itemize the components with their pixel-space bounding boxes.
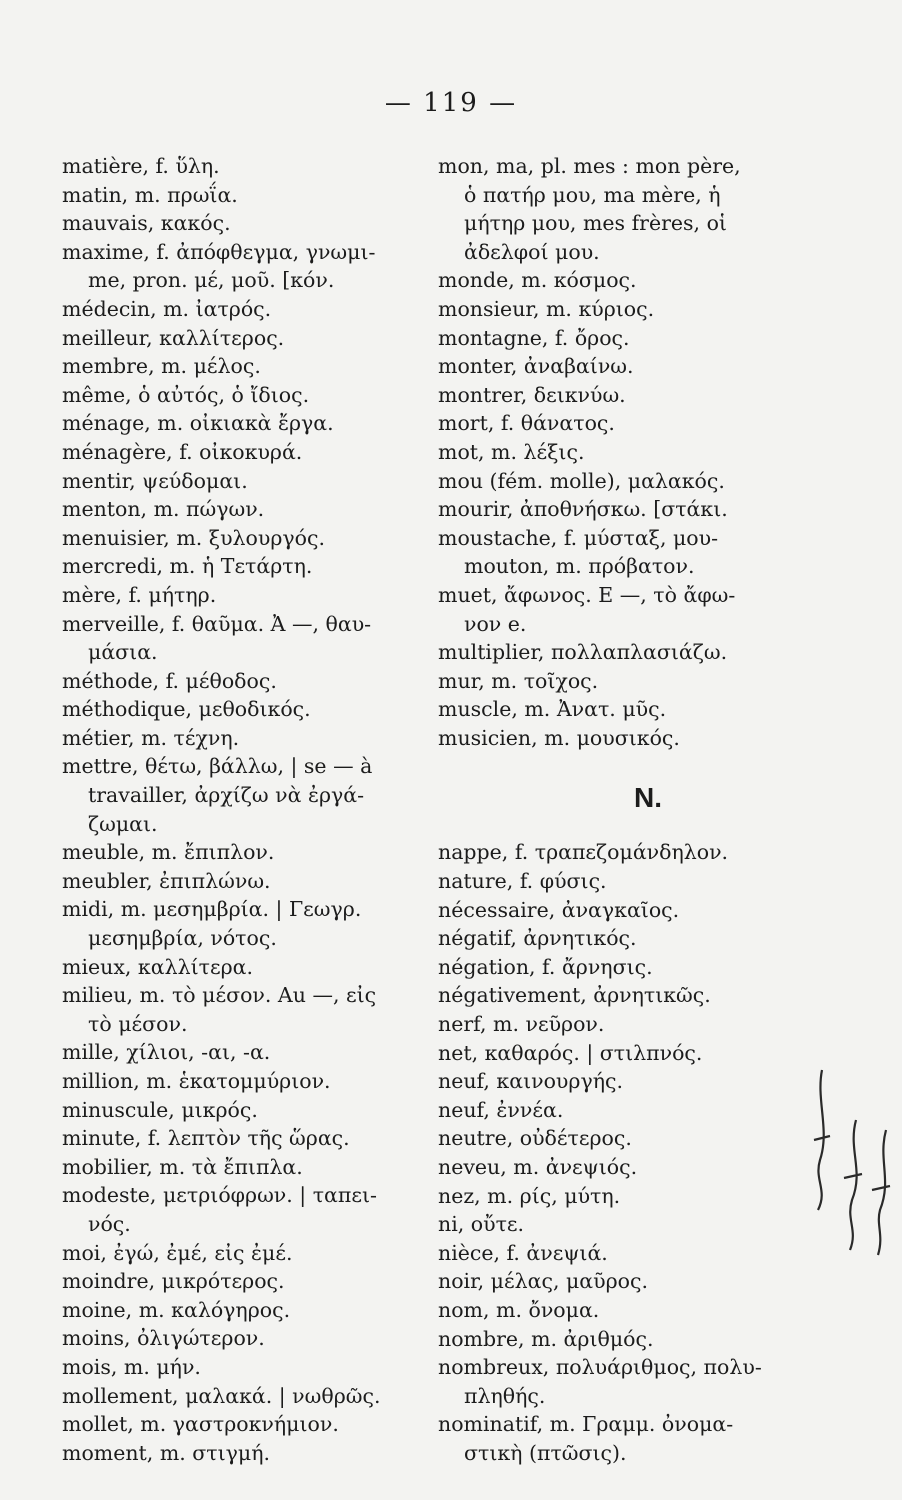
entry-line: mauvais, κακός. [62,211,231,236]
entry-line: meubler, ἐπιπλώνω. [62,868,271,893]
entry-line: mouton, m. πρόβατον. [464,554,695,579]
entry-line: mon, ma, pl. mes : mon père, [438,154,741,178]
entry-line: négatif, ἀρνητικός. [438,926,637,951]
entry-line: milieu, m. τὸ μέσον. Au —, εἰς [62,983,377,1008]
entry-line: moi, ἐγώ, ἐμέ, εἰς ἐμέ. [62,1240,293,1265]
entry-line: travailler, ἀρχίζω νὰ ἐργά- [88,783,365,808]
entry-line: mollet, m. γαστροκνήμιον. [62,1412,339,1437]
entry-line: midi, m. μεσημβρία. | Γεωγρ. [62,897,362,922]
entry-line: mobilier, m. τὰ ἔπιπλα. [62,1154,303,1179]
entry-line: médecin, m. ἰατρός. [62,296,272,321]
entry-line: monsieur, m. κύριος. [438,296,655,321]
entry-line: menuisier, m. ξυλουργός. [62,525,325,550]
entry-line: πληθής. [464,1383,546,1408]
entry-line: neveu, m. ἀνεψιός. [438,1155,638,1179]
entry-line: ἀδελφοί μου. [464,239,600,264]
entry-line: million, m. ἑκατομμύριον. [62,1069,331,1093]
entry-line: muet, ἄφωνος. E —, τὸ ἄφω- [438,582,736,607]
entry-line: νον e. [464,611,527,636]
entry-line: membre, m. μέλος. [62,354,261,379]
m-entries [438,152,858,752]
right-column [438,152,858,1468]
entry-line: neuf, καινουργής. [438,1069,623,1094]
entry-line: noir, μέλας, μαῦρος. [438,1269,648,1294]
entry-line: modeste, μετριόφρων. | ταπει- [62,1183,377,1208]
entry-line: muscle, m. Ἀνατ. μῦς. [438,697,667,722]
entry-line: minuscule, μικρός. [62,1097,258,1122]
entry-line: neutre, οὐδέτερος. [438,1126,632,1151]
handwritten-mark-icon [808,1060,898,1260]
entry-line: meuble, m. ἔπιπλον. [62,840,275,865]
entry-line: mot, m. λέξις. [438,439,585,464]
entry-line: μεσημβρία, νότος. [88,926,277,951]
entry-line: mollement, μαλακά. | νωθρῶς. [62,1383,381,1408]
entry-line: mort, f. θάνατος. [438,411,615,436]
entry-line: me, pron. μέ, μοῦ. [κόν. [88,268,335,293]
entry-line: métier, m. τέχνη. [62,725,240,750]
entry-line: moindre, μικρότερος. [62,1269,285,1294]
entry-line: ὁ πατήρ μου, ma mère, ἡ [464,182,721,207]
entry-line: nom, m. ὄνομα. [438,1297,600,1322]
entry-line: mois, m. μήν. [62,1354,201,1379]
entry-line: négativement, ἀρνητικῶς. [438,983,711,1008]
entry-line: même, ὁ αὐτός, ὁ ἴδιος. [62,382,310,407]
entry-line: montrer, δεικνύω. [438,382,626,407]
entry-line: nombre, m. ἀριθμός. [438,1326,654,1351]
entry-line: mettre, θέτω, βάλλω, | se — à [62,754,373,779]
entry-line: nature, f. φύσις. [438,869,607,894]
entry-line: moins, ὀλιγώτερον. [62,1326,265,1351]
entry-line: menton, m. πώγων. [62,497,265,522]
n-entries [438,838,858,1467]
entry-line: monde, m. κόσμος. [438,268,637,293]
entry-line: mou (fém. molle), μαλακός. [438,468,725,493]
entry-line: nappe, f. τραπεζομάνδηλον. [438,840,729,865]
entry-line: méthode, f. μέθοδος. [62,668,277,693]
entry-line: nombreux, πολυάριθμος, πολυ- [438,1355,762,1380]
entry-line: neuf, ἐννέα. [438,1097,564,1122]
entry-line: nécessaire, ἀναγκαῖος. [438,897,680,922]
entry-line: ζωμαι. [88,811,158,836]
entry-line: multiplier, πολλαπλασιάζω. [438,640,728,665]
entry-line: ménage, m. οἰκιακὰ ἔργα. [62,411,334,436]
entry-line: merveille, f. θαῦμα. Ἀ —, θαυ- [62,611,372,636]
entry-line: matin, m. πρωΐα. [62,182,238,207]
entry-line: mieux, καλλίτερα. [62,954,253,979]
section-heading-n: N. [634,782,662,814]
entry-line: matière, f. ὕλη. [62,154,220,178]
entry-line: nerf, m. νεῦρον. [438,1012,605,1037]
entry-line: mille, χίλιοι, -αι, -α. [62,1040,271,1065]
entry-line: ménagère, f. οἰκοκυρά. [62,439,303,464]
entry-line: net, καθαρός. | στιλπνός. [438,1040,703,1065]
entry-line: μάσια. [88,640,158,665]
entry-line: ni, οὔτε. [438,1212,525,1237]
entry-line: montagne, f. ὄρος. [438,325,630,350]
entry-line: négation, f. ἄρνησις. [438,954,653,979]
left-column [62,152,422,1467]
entry-line: musicien, m. μουσικός. [438,725,680,750]
entry-line: νός. [88,1211,131,1236]
entry-line: moine, m. καλόγηρος. [62,1297,291,1322]
entry-line: moment, m. στιγμή. [62,1440,271,1465]
entry-line: μήτηρ μου, mes frères, οἱ [464,211,727,236]
entry-line: mur, m. τοῖχος. [438,668,599,693]
entry-line: τὸ μέσον. [88,1011,188,1036]
entry-line: nièce, f. ἀνεψιά. [438,1240,608,1265]
entry-line: nez, m. ρίς, μύτη. [438,1183,621,1208]
entry-line: στικὴ (πτῶσις). [464,1440,627,1465]
entry-line: mourir, ἀποθνήσκω. [στάκι. [438,497,728,522]
entry-line: nominatif, m. Γραμμ. ὀνομα- [438,1412,734,1437]
entry-line: monter, ἀναβαίνω. [438,354,634,379]
entry-line: meilleur, καλλίτερος. [62,325,285,350]
entry-line: maxime, f. ἀπόφθεγμα, γνωμι- [62,239,376,264]
entry-line: moustache, f. μύσταξ, μου- [438,525,719,550]
entry-line: méthodique, μεθοδικός. [62,697,311,722]
page-number: — 119 — [384,88,518,118]
entry-line: mercredi, m. ἡ Τετάρτη. [62,554,313,579]
entry-line: mentir, ψεύδομαι. [62,468,248,493]
entry-line: minute, f. λεπτὸν τῆς ὥρας. [62,1126,350,1151]
entry-line: mère, f. μήτηρ. [62,582,217,607]
